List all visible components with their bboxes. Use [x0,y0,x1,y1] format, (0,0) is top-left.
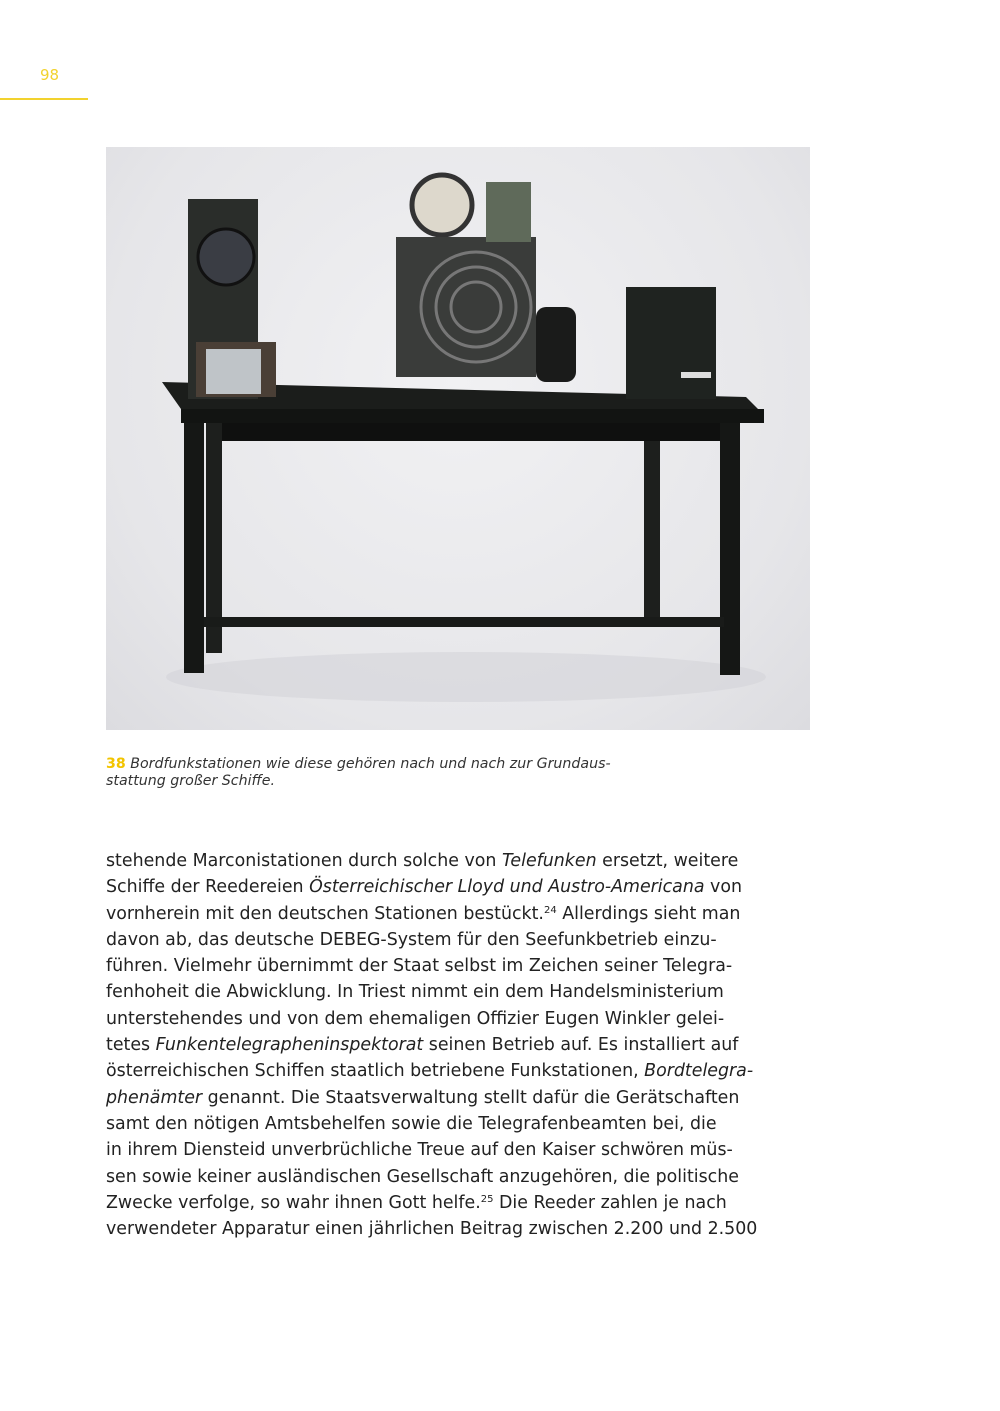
text-segment: ersetzt, weitere [596,851,739,871]
figure-number: 38 [106,756,126,772]
text-segment: führen. Vielmehr übernimmt der Staat selbst im Zeichen seiner Telegra- [106,956,733,977]
text-segment: stehende Marconistationen durch solche von [106,851,502,871]
text-segment: in ihrem Diensteid unverbrüchliche Treue auf den Kaiser schwören müs- [106,1140,733,1161]
text-segment: Schiffe der Reedereien [106,877,310,898]
body-line [106,927,766,953]
text-segment: vornherein mit den deutschen Stationen bestückt. [106,903,544,924]
text-segment: sen sowie keiner ausländischen Gesellschaft anzugehören, die politische [106,1166,739,1187]
body-line [106,953,766,979]
text-segment: tetes [106,1035,156,1056]
body-line [106,848,766,874]
caption-text-line2: stattung großer Schiffe. [106,773,276,789]
body-line [106,901,766,927]
body-line [106,1190,766,1216]
page-number: 98 [40,66,60,84]
text-segment: fenhoheit die Abwicklung. In Triest nimmt ein dem Handelsministerium [106,982,724,1003]
italic-text: Funkentelegrapheninspektorat [155,1035,424,1056]
footnote-ref: 25 [480,1193,494,1205]
text-segment: Zwecke verfolge, so wahr ihnen Gott helfe. [106,1192,481,1213]
body-line [106,979,766,1005]
text-segment: Allerdings sieht man [556,903,741,924]
body-line [106,1058,766,1084]
body-line [106,874,766,900]
text-segment: unterstehendes und von dem ehemaligen Offizier Eugen Winkler gelei- [106,1008,725,1029]
italic-text: phenämter [106,1087,203,1108]
body-line [106,1137,766,1163]
text-segment: Die Reeder zahlen je nach [493,1192,727,1213]
text-segment: österreichischen Schiffen staatlich betriebene Funkstationen, [106,1061,645,1082]
figure-caption [106,756,666,790]
body-line [106,1032,766,1058]
body-paragraph [106,848,766,1242]
body-line [106,1164,766,1190]
header-rule [0,98,88,100]
text-segment: davon ab, das deutsche DEBEG-System für den Seefunkbetrieb einzu- [106,929,717,950]
text-segment: verwendeter Apparatur einen jährlichen Beitrag zwischen 2.200 und 2.500 [106,1219,758,1240]
radio-station-illustration [106,147,810,730]
italic-text: Bordtelegra- [644,1061,754,1082]
figure-photo-radio-station [106,147,810,730]
body-line [106,1111,766,1137]
footnote-ref: 24 [543,904,557,916]
body-line [106,1006,766,1032]
text-segment: genannt. Die Staatsverwaltung stellt dafür die Gerätschaften [202,1087,740,1108]
italic-text: Telefunken [501,851,597,871]
body-line [106,1085,766,1111]
text-segment: von [704,877,743,898]
text-segment: seinen Betrieb auf. Es installiert auf [423,1035,739,1056]
italic-text: Österreichischer Lloyd und Austro-Americana [309,877,705,898]
caption-text-line1: Bordfunkstationen wie diese gehören nach und nach zur Grundaus- [130,756,611,772]
body-line [106,1216,766,1242]
text-segment: samt den nötigen Amtsbehelfen sowie die Telegrafenbeamten bei, die [106,1113,717,1134]
